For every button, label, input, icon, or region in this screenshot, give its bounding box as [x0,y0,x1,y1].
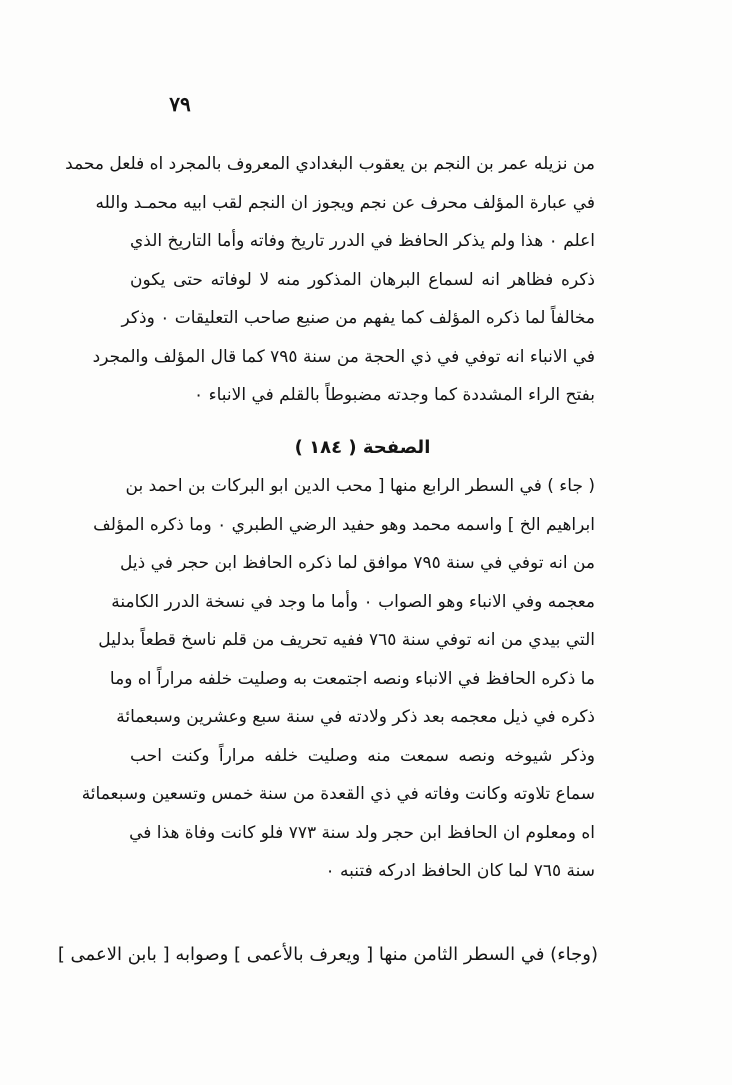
text-line: وذكر شيوخه ونصه سمعت منه وصليت خلفه مراراً وكنت احب [130,745,595,766]
text-line: ( جاء ) في السطر الرابع منها [ محب الدين ابو البركات بن احمد بن [125,476,595,496]
text-line: ما ذكره الحافظ في الانباء ونصه اجتمعت به وصليت خلفه مراراً اه وما [109,668,595,689]
paragraph-1 [65,145,595,415]
final-note-line: (وجاء) في السطر الثامن منها [ ويعرف بالأعمى ] وصوابه [ بابن الاعمى ] [57,944,598,965]
text-line: مخالفاً لما ذكره المؤلف كما يفهم من صنيع صاحب التعليقات ٠ وذكر [121,308,595,328]
text-line: من نزيله عمر بن النجم بن يعقوب البغدادي المعروف بالمجرد اه فلعل محمد [65,154,595,174]
text-line: ذكره في ذيل معجمه بعد ذكر ولادته في سنة سبع وعشرين وسبعمائة [116,707,595,727]
text-line: سنة ٧٦٥ لما كان الحافظ ادركه فتنبه ٠ [325,861,595,881]
page-number: ٧٩ [169,92,191,116]
text-line: سماع تلاوته وكانت وفاته في ذي القعدة من سنة خمس وتسعين وسبعمائة [81,784,595,804]
section-heading: الصفحة ( ١٨٤ ) [294,437,431,458]
text-line: من انه توفي في سنة ٧٩٥ موافق لما ذكره الحافظ ابن حجر في ذيل [120,553,595,573]
paragraph-2 [81,467,595,891]
text-line: معجمه وفي الانباء وهو الصواب ٠ وأما ما وجد في نسخة الدرر الكامنة [111,591,595,612]
text-line: ابراهيم الخ ] واسمه محمد وهو حفيد الرضي الطبري ٠ وما ذكره المؤلف [93,514,595,535]
text-line: بفتح الراء المشددة كما وجدته مضبوطاً بالقلم في الانباء ٠ [194,385,595,405]
text-line: اعلم ٠ هذا ولم يذكر الحافظ في الدرر تاريخ وفاته وأما التاريخ الذي [130,231,595,251]
text-line: في الانباء انه توفي في ذي الحجة من سنة ٧٩٥ كما قال المؤلف والمجرد [92,346,595,367]
text-line: التي بيدي من انه توفي سنة ٧٦٥ ففيه تحريف من قلم ناسخ قطعاً بدليل [98,630,595,650]
text-line: اه ومعلوم ان الحافظ ابن حجر ولد سنة ٧٧٣ فلو كانت وفاة هذا في [129,822,595,843]
text-line: ذكره فظاهر انه لسماع البرهان المذكور منه لا لوفاته حتى يكون [130,269,595,290]
text-line: في عبارة المؤلف محرف عن نجم ويجوز ان النجم لقب ابيه محمـد والله [95,192,595,213]
